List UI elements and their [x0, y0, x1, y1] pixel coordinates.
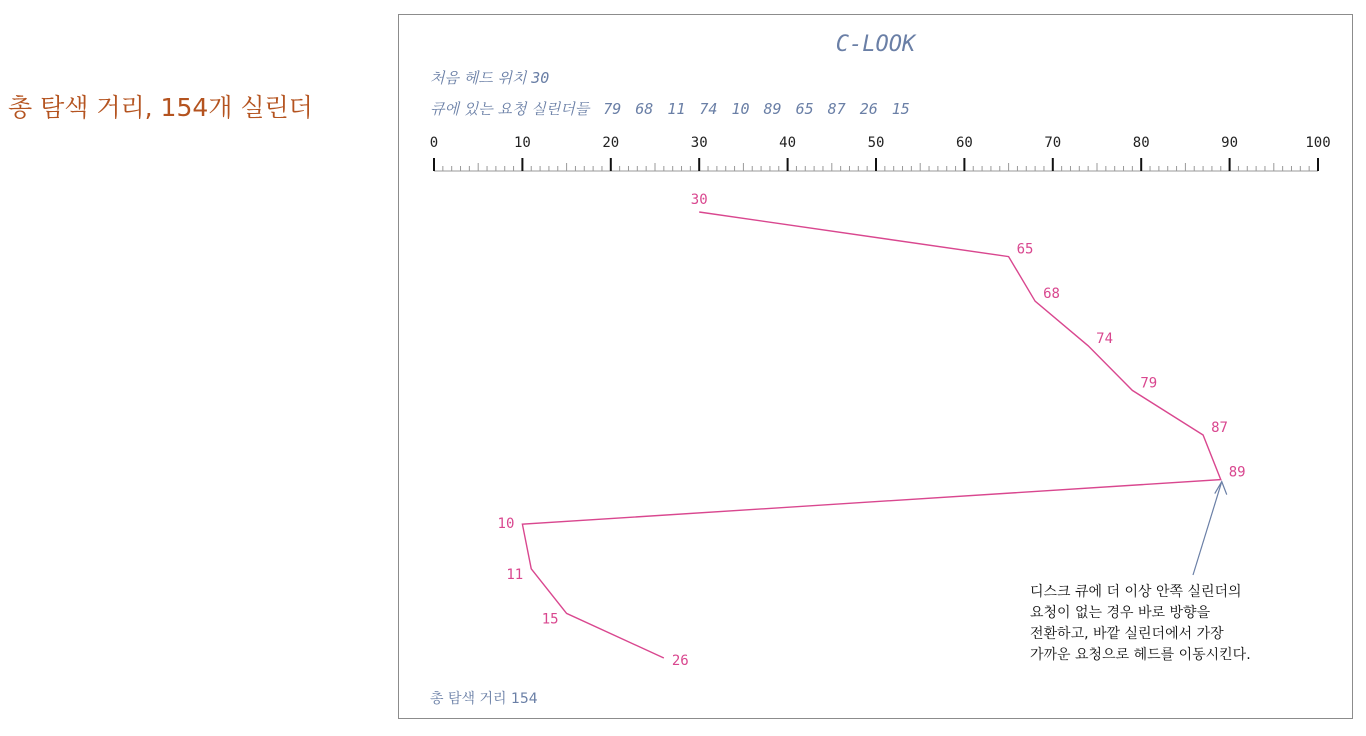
cylinder-label: 15: [541, 611, 559, 628]
annotation-note: [1030, 582, 1251, 666]
cylinder-label: 10: [497, 516, 515, 533]
total-label: 총 탐색 거리: [430, 691, 507, 707]
note-line: 디스크 큐에 더 이상 안쪽 실린더의: [1030, 584, 1242, 600]
initial-head-label: 처음 헤드 위치: [430, 69, 527, 87]
note-line: 요청이 없는 경우 바로 방향을: [1030, 605, 1211, 621]
cylinder-label: 74: [1096, 330, 1114, 347]
scale-tick-label: 20: [602, 135, 620, 151]
scale-tick-label: 30: [690, 135, 708, 151]
queue-value: 26: [859, 100, 878, 118]
queue-value: 74: [699, 100, 718, 118]
initial-head-value: 30: [531, 69, 550, 87]
scale-tick-label: 50: [867, 135, 885, 151]
queue-value: 11: [667, 100, 686, 118]
scale-tick-label: 0: [429, 135, 439, 151]
scale-tick-label: 100: [1305, 135, 1331, 151]
side-title: 총 탐색 거리, 154개 실린더: [8, 93, 313, 122]
scale-tick-label: 80: [1132, 135, 1150, 151]
cylinder-label: 68: [1043, 286, 1060, 303]
queue-value: 79: [603, 100, 622, 118]
queue-value: 89: [763, 100, 782, 118]
cylinder-label: 79: [1140, 375, 1158, 392]
scale-tick-label: 90: [1221, 135, 1239, 151]
queue-value: 87: [827, 100, 846, 118]
queue-value: 65: [795, 100, 814, 118]
annotation-arrow-head: [1215, 482, 1227, 495]
cylinder-label: 65: [1016, 241, 1034, 258]
cylinder-label: 11: [506, 566, 524, 583]
scale-tick-label: 10: [513, 135, 531, 151]
scale-tick-label: 40: [779, 135, 797, 151]
queue-label: 큐에 있는 요청 실린더들: [430, 100, 590, 118]
cylinder-label: 30: [690, 192, 708, 208]
cylinder-label: 87: [1211, 420, 1228, 436]
diagram-title: C-LOOK: [835, 32, 916, 57]
scale-tick-label: 60: [955, 135, 973, 151]
annotation-arrow-line: [1193, 482, 1222, 575]
queue-value: 68: [635, 100, 654, 118]
note-line: 전환하고, 바깥 실린더에서 가장: [1030, 626, 1224, 642]
cylinder-label: 26: [671, 653, 689, 669]
note-line: 가까운 요청으로 헤드를 이동시킨다.: [1030, 647, 1251, 663]
queue-value: 10: [731, 100, 750, 118]
total-value: 154: [510, 691, 538, 707]
cylinder-label: 89: [1228, 464, 1246, 481]
scale-tick-label: 70: [1044, 135, 1062, 151]
queue-value: 15: [891, 100, 910, 118]
